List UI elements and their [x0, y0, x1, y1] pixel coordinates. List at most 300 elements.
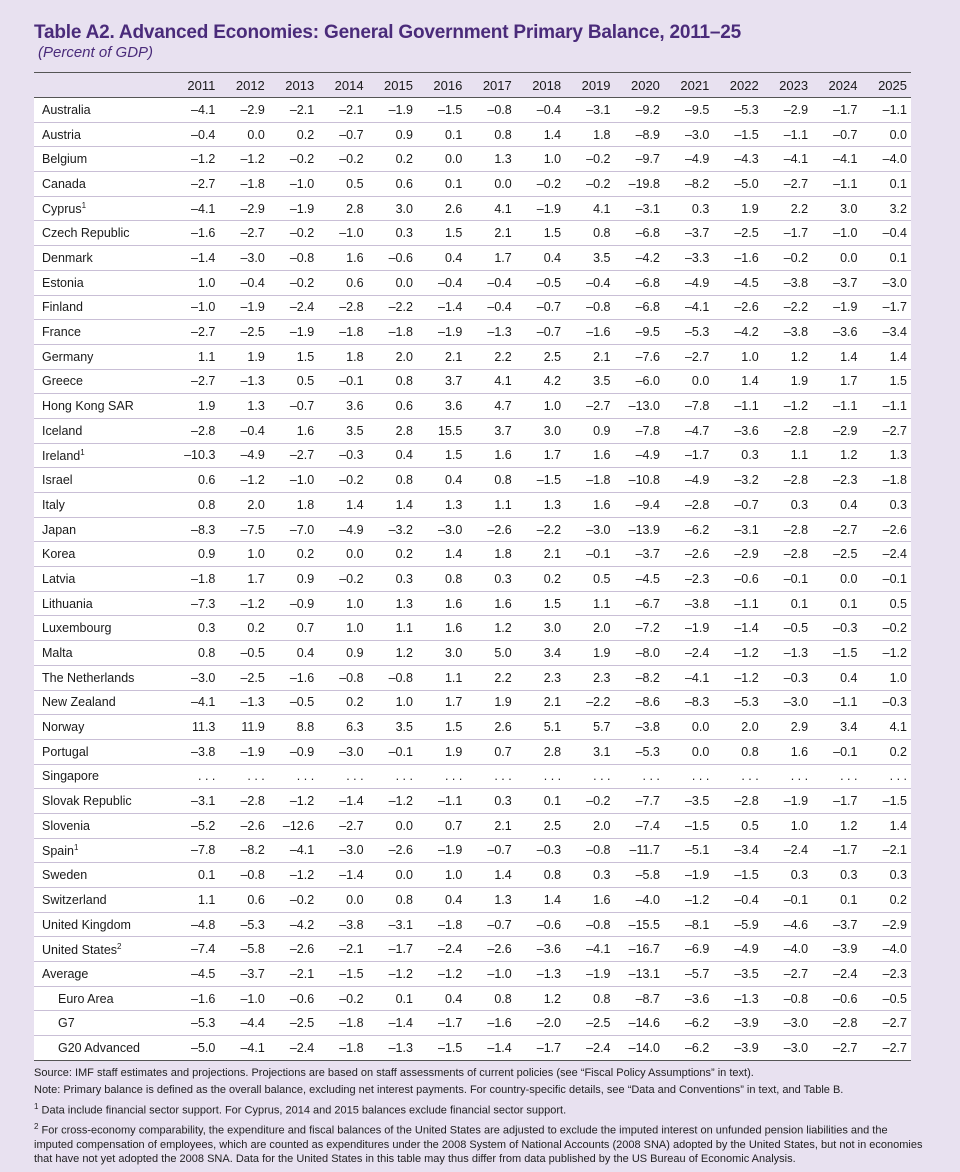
- value-cell: –4.2: [615, 246, 664, 271]
- value-cell: –1.2: [713, 641, 762, 666]
- value-cell: 1.1: [763, 443, 812, 468]
- value-cell: –4.9: [664, 147, 713, 172]
- row-name-cell: [34, 838, 170, 863]
- economy-name: Ireland: [42, 449, 81, 464]
- value-cell: –0.3: [763, 665, 812, 690]
- value-cell: 1.0: [318, 591, 367, 616]
- value-cell: –1.5: [417, 1036, 466, 1061]
- value-cell: 2.0: [368, 344, 417, 369]
- value-cell: –3.3: [664, 246, 713, 271]
- value-cell: 1.8: [269, 493, 318, 518]
- value-cell: 0.4: [417, 888, 466, 913]
- header-year-2015: 2015: [368, 73, 417, 98]
- table-title: Table A2. Advanced Economies: General Government Primary Balance, 2011–25: [34, 22, 742, 43]
- value-cell: –2.4: [763, 838, 812, 863]
- value-cell: –0.4: [565, 270, 614, 295]
- value-cell: 0.6: [368, 172, 417, 197]
- value-cell: –0.2: [318, 147, 367, 172]
- value-cell: 0.0: [664, 739, 713, 764]
- value-cell: –6.8: [615, 295, 664, 320]
- economy-name: Malta: [42, 645, 73, 660]
- value-cell: 0.1: [516, 789, 565, 814]
- value-cell: 1.3: [368, 591, 417, 616]
- value-cell: 1.7: [219, 567, 268, 592]
- value-cell: –4.1: [170, 196, 219, 221]
- footnote-2: [34, 1120, 924, 1166]
- value-cell: –2.7: [269, 443, 318, 468]
- table-row: [34, 147, 911, 172]
- value-cell: –2.6: [466, 937, 515, 962]
- value-cell: 0.0: [417, 147, 466, 172]
- value-cell: –2.7: [861, 1011, 911, 1036]
- value-cell: –0.3: [861, 690, 911, 715]
- value-cell: 0.8: [466, 986, 515, 1011]
- value-cell: 0.1: [812, 591, 861, 616]
- value-cell: –4.1: [565, 937, 614, 962]
- row-name-cell: [34, 172, 170, 197]
- value-cell: 1.3: [219, 394, 268, 419]
- value-cell: 0.9: [565, 418, 614, 443]
- value-cell: –0.2: [318, 567, 367, 592]
- value-cell: –9.5: [615, 320, 664, 345]
- value-cell: –1.2: [269, 863, 318, 888]
- value-cell: 1.0: [516, 147, 565, 172]
- value-cell: 0.4: [812, 493, 861, 518]
- value-cell: 3.5: [565, 246, 614, 271]
- row-name-cell: [34, 1036, 170, 1061]
- economy-name: Average: [42, 966, 89, 981]
- value-cell: –3.0: [318, 838, 367, 863]
- value-cell: 2.2: [466, 344, 515, 369]
- value-cell: 2.9: [763, 715, 812, 740]
- value-cell: –3.4: [713, 838, 762, 863]
- value-cell: 1.4: [713, 369, 762, 394]
- value-cell: 1.8: [565, 122, 614, 147]
- value-cell: 1.0: [861, 665, 911, 690]
- value-cell: –3.6: [812, 320, 861, 345]
- value-cell: 1.6: [318, 246, 367, 271]
- value-cell: –0.7: [713, 493, 762, 518]
- value-cell: 1.5: [516, 221, 565, 246]
- table-row: [34, 221, 911, 246]
- value-cell: 2.1: [417, 344, 466, 369]
- header-year-2020: 2020: [615, 73, 664, 98]
- value-cell: 2.2: [763, 196, 812, 221]
- value-cell: –4.2: [269, 912, 318, 937]
- value-cell: –7.8: [615, 418, 664, 443]
- value-cell: –2.7: [763, 172, 812, 197]
- value-cell: –1.2: [368, 962, 417, 987]
- value-cell: –1.8: [861, 468, 911, 493]
- value-cell: –1.9: [812, 295, 861, 320]
- value-cell: –3.0: [763, 690, 812, 715]
- value-cell: 1.9: [466, 690, 515, 715]
- table-header: [34, 73, 911, 98]
- value-cell: –1.4: [170, 246, 219, 271]
- value-cell: –13.0: [615, 394, 664, 419]
- value-cell: . . .: [565, 764, 614, 789]
- value-cell: 0.3: [861, 863, 911, 888]
- value-cell: 3.0: [368, 196, 417, 221]
- value-cell: 11.3: [170, 715, 219, 740]
- value-cell: 2.8: [516, 739, 565, 764]
- value-cell: –1.2: [713, 665, 762, 690]
- row-name-cell: [34, 270, 170, 295]
- value-cell: –6.9: [664, 937, 713, 962]
- value-cell: –0.8: [763, 986, 812, 1011]
- value-cell: –10.3: [170, 443, 219, 468]
- value-cell: 1.4: [318, 493, 367, 518]
- value-cell: –1.2: [368, 789, 417, 814]
- value-cell: –1.7: [516, 1036, 565, 1061]
- value-cell: –14.0: [615, 1036, 664, 1061]
- value-cell: 3.0: [516, 418, 565, 443]
- value-cell: –2.6: [466, 517, 515, 542]
- table-row: [34, 1036, 911, 1061]
- value-cell: –1.8: [565, 468, 614, 493]
- table-row: [34, 616, 911, 641]
- value-cell: –0.1: [812, 739, 861, 764]
- value-cell: –1.0: [269, 172, 318, 197]
- value-cell: –2.8: [713, 789, 762, 814]
- value-cell: 0.1: [170, 863, 219, 888]
- value-cell: –1.5: [664, 813, 713, 838]
- economy-name: Italy: [42, 497, 65, 512]
- table-row: [34, 888, 911, 913]
- value-cell: 0.9: [318, 641, 367, 666]
- header-year-2011: 2011: [170, 73, 219, 98]
- value-cell: –2.7: [763, 962, 812, 987]
- value-cell: –8.9: [615, 122, 664, 147]
- value-cell: –3.6: [713, 418, 762, 443]
- value-cell: –0.7: [466, 838, 515, 863]
- value-cell: 1.4: [812, 344, 861, 369]
- value-cell: –1.6: [170, 986, 219, 1011]
- value-cell: –8.7: [615, 986, 664, 1011]
- value-cell: . . .: [466, 764, 515, 789]
- table-row: [34, 789, 911, 814]
- value-cell: –2.4: [269, 295, 318, 320]
- economy-name: Euro Area: [58, 991, 114, 1006]
- value-cell: –3.9: [812, 937, 861, 962]
- value-cell: 0.1: [417, 122, 466, 147]
- value-cell: –8.3: [664, 690, 713, 715]
- value-cell: –3.8: [664, 591, 713, 616]
- value-cell: –4.2: [713, 320, 762, 345]
- table-row: [34, 1011, 911, 1036]
- value-cell: 0.0: [368, 270, 417, 295]
- economy-name: Canada: [42, 176, 86, 191]
- value-cell: 1.4: [861, 813, 911, 838]
- value-cell: . . .: [170, 764, 219, 789]
- value-cell: –0.7: [516, 295, 565, 320]
- value-cell: –1.7: [763, 221, 812, 246]
- footnote-2-text: For cross-economy comparability, the expenditure and fiscal balances of the United States are adjusted to exclude the imputed interest on unfunded pension liabilities and the imputed compensation of employees, which are counted as expenditures under the 2008 System of National Accounts (2008 SNA) adopted by the United States, but not in economies that have not yet adopted the 2008 SNA. Data for the United States in this table may thus differ from data published by the US Bureau of Economic Analysis.: [34, 1125, 923, 1166]
- value-cell: –2.5: [219, 320, 268, 345]
- value-cell: –4.9: [219, 443, 268, 468]
- value-cell: 0.3: [170, 616, 219, 641]
- value-cell: –0.2: [861, 616, 911, 641]
- value-cell: –3.5: [713, 962, 762, 987]
- row-name-cell: [34, 641, 170, 666]
- value-cell: –4.7: [664, 418, 713, 443]
- value-cell: –8.1: [664, 912, 713, 937]
- value-cell: –1.5: [713, 863, 762, 888]
- economy-name: United Kingdom: [42, 917, 131, 932]
- value-cell: 2.3: [516, 665, 565, 690]
- value-cell: –0.6: [812, 986, 861, 1011]
- value-cell: –6.8: [615, 270, 664, 295]
- value-cell: –2.2: [368, 295, 417, 320]
- table-body: [34, 98, 911, 1061]
- row-name-cell: [34, 468, 170, 493]
- value-cell: –0.3: [516, 838, 565, 863]
- value-cell: –0.8: [318, 665, 367, 690]
- value-cell: 1.6: [466, 591, 515, 616]
- economy-name: Sweden: [42, 868, 88, 883]
- value-cell: –2.8: [219, 789, 268, 814]
- table-row: [34, 912, 911, 937]
- value-cell: –2.6: [861, 517, 911, 542]
- economy-name: Cyprus: [42, 202, 82, 217]
- economy-name: Israel: [42, 473, 73, 488]
- value-cell: –0.8: [466, 98, 515, 123]
- value-cell: –1.8: [219, 172, 268, 197]
- value-cell: . . .: [516, 764, 565, 789]
- economy-name: Denmark: [42, 250, 93, 265]
- value-cell: 0.2: [269, 542, 318, 567]
- value-cell: –4.4: [219, 1011, 268, 1036]
- table-subtitle: (Percent of GDP): [38, 44, 154, 61]
- value-cell: –2.5: [269, 1011, 318, 1036]
- value-cell: 0.4: [269, 641, 318, 666]
- value-cell: 0.1: [417, 172, 466, 197]
- value-cell: –1.2: [219, 468, 268, 493]
- value-cell: –3.2: [368, 517, 417, 542]
- value-cell: –3.8: [763, 320, 812, 345]
- economy-name: G20 Advanced: [58, 1040, 141, 1055]
- table-row: [34, 344, 911, 369]
- row-name-cell: [34, 888, 170, 913]
- row-name-cell: [34, 147, 170, 172]
- value-cell: –0.2: [269, 147, 318, 172]
- value-cell: –2.7: [812, 1036, 861, 1061]
- value-cell: –2.9: [763, 98, 812, 123]
- value-cell: –4.1: [269, 838, 318, 863]
- value-cell: 1.5: [417, 443, 466, 468]
- table-row: [34, 98, 911, 123]
- value-cell: –2.6: [269, 937, 318, 962]
- value-cell: –2.9: [219, 196, 268, 221]
- table-row: [34, 443, 911, 468]
- value-cell: 0.2: [516, 567, 565, 592]
- header-row: [34, 73, 911, 98]
- table-row: [34, 196, 911, 221]
- value-cell: –1.4: [318, 863, 367, 888]
- value-cell: 0.3: [812, 863, 861, 888]
- economy-name: G7: [58, 1016, 75, 1031]
- value-cell: 0.3: [565, 863, 614, 888]
- value-cell: –3.8: [170, 739, 219, 764]
- value-cell: 0.3: [763, 863, 812, 888]
- value-cell: 2.0: [565, 616, 614, 641]
- value-cell: –0.5: [861, 986, 911, 1011]
- value-cell: . . .: [219, 764, 268, 789]
- value-cell: –1.6: [269, 665, 318, 690]
- footnote-2-mark: 2: [34, 1122, 39, 1132]
- value-cell: –5.3: [713, 98, 762, 123]
- value-cell: –3.7: [219, 962, 268, 987]
- value-cell: –1.0: [269, 468, 318, 493]
- value-cell: 2.0: [565, 813, 614, 838]
- value-cell: 5.1: [516, 715, 565, 740]
- value-cell: –7.0: [269, 517, 318, 542]
- value-cell: –4.9: [615, 443, 664, 468]
- value-cell: –1.7: [812, 789, 861, 814]
- value-cell: –3.9: [713, 1036, 762, 1061]
- value-cell: 4.2: [516, 369, 565, 394]
- value-cell: –4.9: [713, 937, 762, 962]
- value-cell: –4.9: [664, 270, 713, 295]
- value-cell: 1.3: [466, 888, 515, 913]
- value-cell: 1.3: [516, 493, 565, 518]
- value-cell: 0.1: [763, 591, 812, 616]
- economy-name: Czech Republic: [42, 226, 130, 241]
- value-cell: 1.5: [417, 221, 466, 246]
- value-cell: –1.1: [763, 122, 812, 147]
- value-cell: –0.7: [269, 394, 318, 419]
- value-cell: 1.9: [417, 739, 466, 764]
- value-cell: –7.5: [219, 517, 268, 542]
- value-cell: 1.7: [466, 246, 515, 271]
- value-cell: –3.6: [664, 986, 713, 1011]
- value-cell: 1.0: [219, 542, 268, 567]
- value-cell: –14.6: [615, 1011, 664, 1036]
- economy-name: Austria: [42, 127, 81, 142]
- value-cell: –3.8: [318, 912, 367, 937]
- value-cell: –4.9: [318, 517, 367, 542]
- value-cell: –2.4: [812, 962, 861, 987]
- value-cell: –0.9: [269, 591, 318, 616]
- value-cell: –0.4: [466, 270, 515, 295]
- value-cell: –0.4: [170, 122, 219, 147]
- value-cell: 1.4: [417, 542, 466, 567]
- value-cell: –2.7: [170, 172, 219, 197]
- value-cell: –1.7: [417, 1011, 466, 1036]
- row-name-cell: [34, 517, 170, 542]
- value-cell: 0.4: [417, 468, 466, 493]
- value-cell: –2.5: [812, 542, 861, 567]
- value-cell: –4.5: [713, 270, 762, 295]
- source-note: Source: IMF staff estimates and projections. Projections are based on staff assessments of current policies (see “Fiscal Policy Assumptions” in text).: [34, 1066, 754, 1079]
- value-cell: –4.1: [664, 665, 713, 690]
- value-cell: –1.5: [516, 468, 565, 493]
- value-cell: 0.5: [861, 591, 911, 616]
- value-cell: –2.2: [516, 517, 565, 542]
- value-cell: 3.7: [417, 369, 466, 394]
- value-cell: –1.1: [812, 690, 861, 715]
- table-row: [34, 813, 911, 838]
- value-cell: 1.1: [466, 493, 515, 518]
- value-cell: –4.1: [763, 147, 812, 172]
- value-cell: –0.6: [713, 567, 762, 592]
- value-cell: –11.7: [615, 838, 664, 863]
- value-cell: –2.6: [368, 838, 417, 863]
- value-cell: –2.1: [269, 962, 318, 987]
- value-cell: –1.9: [417, 838, 466, 863]
- value-cell: –2.8: [763, 517, 812, 542]
- value-cell: 6.3: [318, 715, 367, 740]
- value-cell: 1.1: [565, 591, 614, 616]
- value-cell: 0.8: [170, 641, 219, 666]
- value-cell: 0.0: [812, 246, 861, 271]
- footnote-marker: 2: [117, 941, 122, 951]
- value-cell: –0.8: [219, 863, 268, 888]
- table-row: [34, 493, 911, 518]
- row-name-cell: [34, 789, 170, 814]
- value-cell: –1.4: [318, 789, 367, 814]
- value-cell: 3.5: [318, 418, 367, 443]
- value-cell: 1.4: [466, 863, 515, 888]
- value-cell: 1.5: [417, 715, 466, 740]
- table-row: [34, 838, 911, 863]
- value-cell: –0.8: [368, 665, 417, 690]
- value-cell: –4.8: [170, 912, 219, 937]
- value-cell: –5.9: [713, 912, 762, 937]
- value-cell: –0.7: [318, 122, 367, 147]
- value-cell: –3.6: [516, 937, 565, 962]
- row-name-cell: [34, 418, 170, 443]
- value-cell: –0.4: [516, 98, 565, 123]
- value-cell: –6.8: [615, 221, 664, 246]
- table-row: [34, 418, 911, 443]
- value-cell: –3.7: [812, 270, 861, 295]
- value-cell: 5.7: [565, 715, 614, 740]
- value-cell: 0.2: [269, 122, 318, 147]
- value-cell: 0.8: [368, 468, 417, 493]
- economy-name: Korea: [42, 547, 76, 562]
- value-cell: –3.7: [664, 221, 713, 246]
- economy-name: Singapore: [42, 769, 99, 784]
- value-cell: 3.0: [812, 196, 861, 221]
- footnote-marker: 1: [73, 842, 79, 852]
- value-cell: –1.1: [713, 394, 762, 419]
- value-cell: –2.9: [861, 912, 911, 937]
- value-cell: –8.2: [664, 172, 713, 197]
- footnote-marker: 1: [80, 447, 85, 457]
- value-cell: 1.9: [713, 196, 762, 221]
- value-cell: 0.7: [417, 813, 466, 838]
- value-cell: 0.4: [812, 665, 861, 690]
- value-cell: 0.5: [565, 567, 614, 592]
- value-cell: –6.0: [615, 369, 664, 394]
- value-cell: –1.5: [417, 98, 466, 123]
- value-cell: –4.0: [861, 147, 911, 172]
- value-cell: 0.3: [664, 196, 713, 221]
- value-cell: 1.8: [466, 542, 515, 567]
- value-cell: –3.8: [763, 270, 812, 295]
- row-name-cell: [34, 493, 170, 518]
- value-cell: –2.6: [713, 295, 762, 320]
- value-cell: 2.1: [516, 690, 565, 715]
- value-cell: –1.6: [565, 320, 614, 345]
- value-cell: –9.5: [664, 98, 713, 123]
- value-cell: –1.1: [861, 98, 911, 123]
- value-cell: –2.9: [219, 98, 268, 123]
- value-cell: –9.7: [615, 147, 664, 172]
- value-cell: –0.7: [516, 320, 565, 345]
- value-cell: –10.8: [615, 468, 664, 493]
